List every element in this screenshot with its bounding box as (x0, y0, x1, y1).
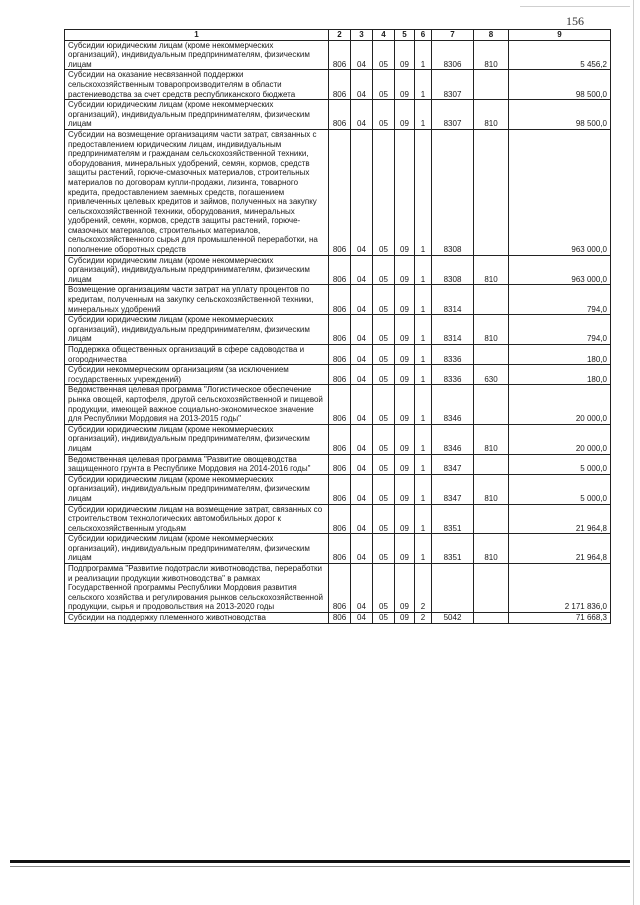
cell-amount: 98 500,0 (509, 70, 611, 100)
row-name: Субсидии юридическим лицам (кроме некоммерческих организаций), индивидуальным предпринимателям, физическим лицам (65, 40, 329, 70)
cell-expense-type: 810 (474, 315, 509, 345)
cell-subsection: 05 (373, 345, 395, 365)
cell-subsection: 05 (373, 315, 395, 345)
cell-amount: 20 000,0 (509, 385, 611, 424)
cell-subsection: 05 (373, 534, 395, 564)
column-header-6: 6 (415, 30, 432, 41)
page-edge (633, 0, 634, 905)
cell-amount: 5 000,0 (509, 454, 611, 474)
cell-expense-type (474, 345, 509, 365)
table-row (65, 454, 611, 474)
cell-subsection: 05 (373, 424, 395, 454)
cell-admin-code: 806 (329, 534, 351, 564)
cell-section: 04 (351, 613, 373, 624)
cell-program: 09 (395, 474, 415, 504)
cell-amount: 963 000,0 (509, 255, 611, 285)
cell-admin-code: 806 (329, 129, 351, 255)
cell-article: 8314 (432, 285, 474, 315)
row-name: Субсидии на оказание несвязанной поддержки сельскохозяйственным товаропроизводителям в области растениеводства за счет средств республиканского бюджета (65, 70, 329, 100)
cell-section: 04 (351, 345, 373, 365)
cell-expense-type: 810 (474, 100, 509, 130)
cell-expense-type (474, 454, 509, 474)
cell-amount: 180,0 (509, 365, 611, 385)
column-header-5: 5 (395, 30, 415, 41)
table-row (65, 424, 611, 454)
cell-admin-code: 806 (329, 345, 351, 365)
cell-program: 09 (395, 365, 415, 385)
cell-section: 04 (351, 129, 373, 255)
cell-section: 04 (351, 285, 373, 315)
cell-subprogram: 1 (415, 504, 432, 534)
cell-amount: 963 000,0 (509, 129, 611, 255)
cell-expense-type: 810 (474, 474, 509, 504)
table-row (65, 40, 611, 70)
cell-admin-code: 806 (329, 474, 351, 504)
cell-subsection: 05 (373, 365, 395, 385)
table-row (65, 613, 611, 624)
table-body (65, 40, 611, 623)
row-name: Субсидии некоммерческим организациям (за исключением государственных учреждений) (65, 365, 329, 385)
cell-article: 8314 (432, 315, 474, 345)
row-name: Субсидии на поддержку племенного животноводства (65, 613, 329, 624)
column-header-7: 7 (432, 30, 474, 41)
cell-expense-type: 810 (474, 534, 509, 564)
row-name: Субсидии юридическим лицам (кроме некоммерческих организаций), индивидуальным предпринимателям, физическим лицам (65, 255, 329, 285)
cell-admin-code: 806 (329, 285, 351, 315)
row-name: Возмещение организациям части затрат на уплату процентов по кредитам, полученным на закупку сельскохозяйственной техники, минеральных удобрений (65, 285, 329, 315)
cell-amount: 5 000,0 (509, 474, 611, 504)
cell-amount: 2 171 836,0 (509, 564, 611, 613)
cell-program: 09 (395, 129, 415, 255)
cell-section: 04 (351, 70, 373, 100)
cell-program: 09 (395, 534, 415, 564)
cell-article: 8307 (432, 70, 474, 100)
cell-subsection: 05 (373, 504, 395, 534)
column-header-8: 8 (474, 30, 509, 41)
cell-section: 04 (351, 40, 373, 70)
cell-section: 04 (351, 255, 373, 285)
table-row (65, 564, 611, 613)
bottom-rule-thin (10, 866, 630, 867)
cell-subprogram: 1 (415, 100, 432, 130)
cell-program: 09 (395, 564, 415, 613)
cell-program: 09 (395, 385, 415, 424)
cell-expense-type (474, 613, 509, 624)
column-header-2: 2 (329, 30, 351, 41)
cell-program: 09 (395, 345, 415, 365)
row-name: Субсидии юридическим лицам (кроме некоммерческих организаций), индивидуальным предпринимателям, физическим лицам (65, 534, 329, 564)
cell-admin-code: 806 (329, 100, 351, 130)
table-row (65, 255, 611, 285)
cell-subsection: 05 (373, 129, 395, 255)
cell-program: 09 (395, 100, 415, 130)
cell-subprogram: 1 (415, 129, 432, 255)
table-row (65, 365, 611, 385)
cell-section: 04 (351, 385, 373, 424)
cell-article (432, 564, 474, 613)
cell-subsection: 05 (373, 474, 395, 504)
cell-program: 09 (395, 285, 415, 315)
cell-expense-type: 630 (474, 365, 509, 385)
cell-subsection: 05 (373, 100, 395, 130)
cell-article: 8347 (432, 454, 474, 474)
column-header-9: 9 (509, 30, 611, 41)
cell-subsection: 05 (373, 454, 395, 474)
cell-subprogram: 1 (415, 474, 432, 504)
cell-program: 09 (395, 454, 415, 474)
column-header-1: 1 (65, 30, 329, 41)
cell-subsection: 05 (373, 255, 395, 285)
cell-article: 8307 (432, 100, 474, 130)
cell-section: 04 (351, 424, 373, 454)
cell-admin-code: 806 (329, 70, 351, 100)
cell-amount: 5 456,2 (509, 40, 611, 70)
cell-admin-code: 806 (329, 40, 351, 70)
cell-article: 8306 (432, 40, 474, 70)
cell-article: 8346 (432, 385, 474, 424)
cell-section: 04 (351, 504, 373, 534)
cell-amount: 21 964,8 (509, 534, 611, 564)
cell-article: 8347 (432, 474, 474, 504)
table-row (65, 129, 611, 255)
cell-admin-code: 806 (329, 385, 351, 424)
cell-expense-type (474, 285, 509, 315)
cell-subprogram: 2 (415, 564, 432, 613)
cell-program: 09 (395, 255, 415, 285)
cell-subprogram: 1 (415, 534, 432, 564)
cell-amount: 20 000,0 (509, 424, 611, 454)
cell-section: 04 (351, 534, 373, 564)
cell-admin-code: 806 (329, 564, 351, 613)
cell-expense-type (474, 70, 509, 100)
cell-subprogram: 1 (415, 345, 432, 365)
table-header (65, 30, 611, 41)
cell-subprogram: 1 (415, 285, 432, 315)
cell-admin-code: 806 (329, 454, 351, 474)
cell-section: 04 (351, 315, 373, 345)
cell-admin-code: 806 (329, 504, 351, 534)
cell-expense-type (474, 504, 509, 534)
cell-amount: 98 500,0 (509, 100, 611, 130)
cell-subsection: 05 (373, 40, 395, 70)
cell-expense-type: 810 (474, 255, 509, 285)
cell-subprogram: 1 (415, 255, 432, 285)
row-name: Подпрограмма "Развитие подотрасли животноводства, переработки и реализации продукции животноводства" в рамках Государственной программы Республики Мордовия развития сельского хозяйства и регулирования рынков сельскохозяйственной продукции, сырья и продовольствия на 2013-2020 годы (65, 564, 329, 613)
table-row (65, 285, 611, 315)
cell-article: 5042 (432, 613, 474, 624)
cell-admin-code: 806 (329, 613, 351, 624)
cell-article: 8346 (432, 424, 474, 454)
page-number: 156 (566, 14, 584, 28)
row-name: Субсидии юридическим лицам на возмещение затрат, связанных со строительством технологических автомобильных дорог к сельскохозяйственным угодьям (65, 504, 329, 534)
cell-admin-code: 806 (329, 315, 351, 345)
cell-subprogram: 2 (415, 613, 432, 624)
cell-amount: 794,0 (509, 315, 611, 345)
cell-expense-type (474, 564, 509, 613)
cell-subsection: 05 (373, 70, 395, 100)
table-row (65, 474, 611, 504)
cell-subprogram: 1 (415, 70, 432, 100)
table-row (65, 385, 611, 424)
table-row (65, 100, 611, 130)
table-row (65, 315, 611, 345)
table-row (65, 70, 611, 100)
cell-subsection: 05 (373, 613, 395, 624)
cell-program: 09 (395, 315, 415, 345)
row-name: Поддержка общественных организаций в сфере садоводства и огородничества (65, 345, 329, 365)
cell-article: 8351 (432, 534, 474, 564)
cell-amount: 71 668,3 (509, 613, 611, 624)
row-name: Субсидии юридическим лицам (кроме некоммерческих организаций), индивидуальным предпринимателям, физическим лицам (65, 315, 329, 345)
top-rule (520, 6, 630, 7)
cell-article: 8336 (432, 365, 474, 385)
cell-admin-code: 806 (329, 365, 351, 385)
cell-amount: 21 964,8 (509, 504, 611, 534)
cell-amount: 180,0 (509, 345, 611, 365)
cell-subprogram: 1 (415, 365, 432, 385)
cell-amount: 794,0 (509, 285, 611, 315)
row-name: Субсидии на возмещение организациям части затрат, связанных с предоставлением юридическим лицам, индивидуальным предпринимателям и гражданам сельскохозяйственной техники, оборудования, минеральных удобрений, семян, кормов, средств защиты растений, горюче-смазочных материалов, строительных материалов по договорам купли-продажи, лизинга, товарного кредита, предоставлением заемных средств, погашением привлеченных целевых кредитов и займов, полученных на закупку сельскохозяйственной техники, оборудования, минеральных удобрений, семян, кормов, средств защиты растений, горюче-смазочных материалов, строительных материалов, сельскохозяйственного сырья для промышленной переработки, на пополнение оборотных средств (65, 129, 329, 255)
cell-admin-code: 806 (329, 255, 351, 285)
cell-subprogram: 1 (415, 315, 432, 345)
cell-subsection: 05 (373, 564, 395, 613)
cell-subprogram: 1 (415, 454, 432, 474)
cell-article: 8351 (432, 504, 474, 534)
cell-section: 04 (351, 564, 373, 613)
bottom-rule (10, 860, 630, 863)
cell-subsection: 05 (373, 385, 395, 424)
cell-article: 8336 (432, 345, 474, 365)
cell-program: 09 (395, 424, 415, 454)
row-name: Субсидии юридическим лицам (кроме некоммерческих организаций), индивидуальным предпринимателям, физическим лицам (65, 424, 329, 454)
cell-program: 09 (395, 40, 415, 70)
cell-article: 8308 (432, 129, 474, 255)
cell-subprogram: 1 (415, 40, 432, 70)
cell-program: 09 (395, 613, 415, 624)
cell-subprogram: 1 (415, 424, 432, 454)
cell-subsection: 05 (373, 285, 395, 315)
cell-section: 04 (351, 474, 373, 504)
table-row (65, 504, 611, 534)
cell-expense-type (474, 129, 509, 255)
cell-section: 04 (351, 365, 373, 385)
cell-section: 04 (351, 100, 373, 130)
cell-article: 8308 (432, 255, 474, 285)
column-header-3: 3 (351, 30, 373, 41)
budget-table (64, 29, 611, 624)
row-name: Субсидии юридическим лицам (кроме некоммерческих организаций), индивидуальным предпринимателям, физическим лицам (65, 100, 329, 130)
row-name: Субсидии юридическим лицам (кроме некоммерческих организаций), индивидуальным предпринимателям, физическим лицам (65, 474, 329, 504)
row-name: Ведомственная целевая программа "Логистическое обеспечение рынка овощей, картофеля, другой сельскохозяйственной и пищевой продукции, имеющей важное социально-экономическое значение для Республики Мордовия на 2013-2015 годы" (65, 385, 329, 424)
cell-admin-code: 806 (329, 424, 351, 454)
table-row (65, 534, 611, 564)
cell-expense-type: 810 (474, 424, 509, 454)
cell-expense-type (474, 385, 509, 424)
cell-subprogram: 1 (415, 385, 432, 424)
cell-program: 09 (395, 504, 415, 534)
column-header-4: 4 (373, 30, 395, 41)
table-row (65, 345, 611, 365)
cell-expense-type: 810 (474, 40, 509, 70)
row-name: Ведомственная целевая программа "Развитие овощеводства защищенного грунта в Республике Мордовия на 2014-2016 годы" (65, 454, 329, 474)
cell-section: 04 (351, 454, 373, 474)
cell-program: 09 (395, 70, 415, 100)
